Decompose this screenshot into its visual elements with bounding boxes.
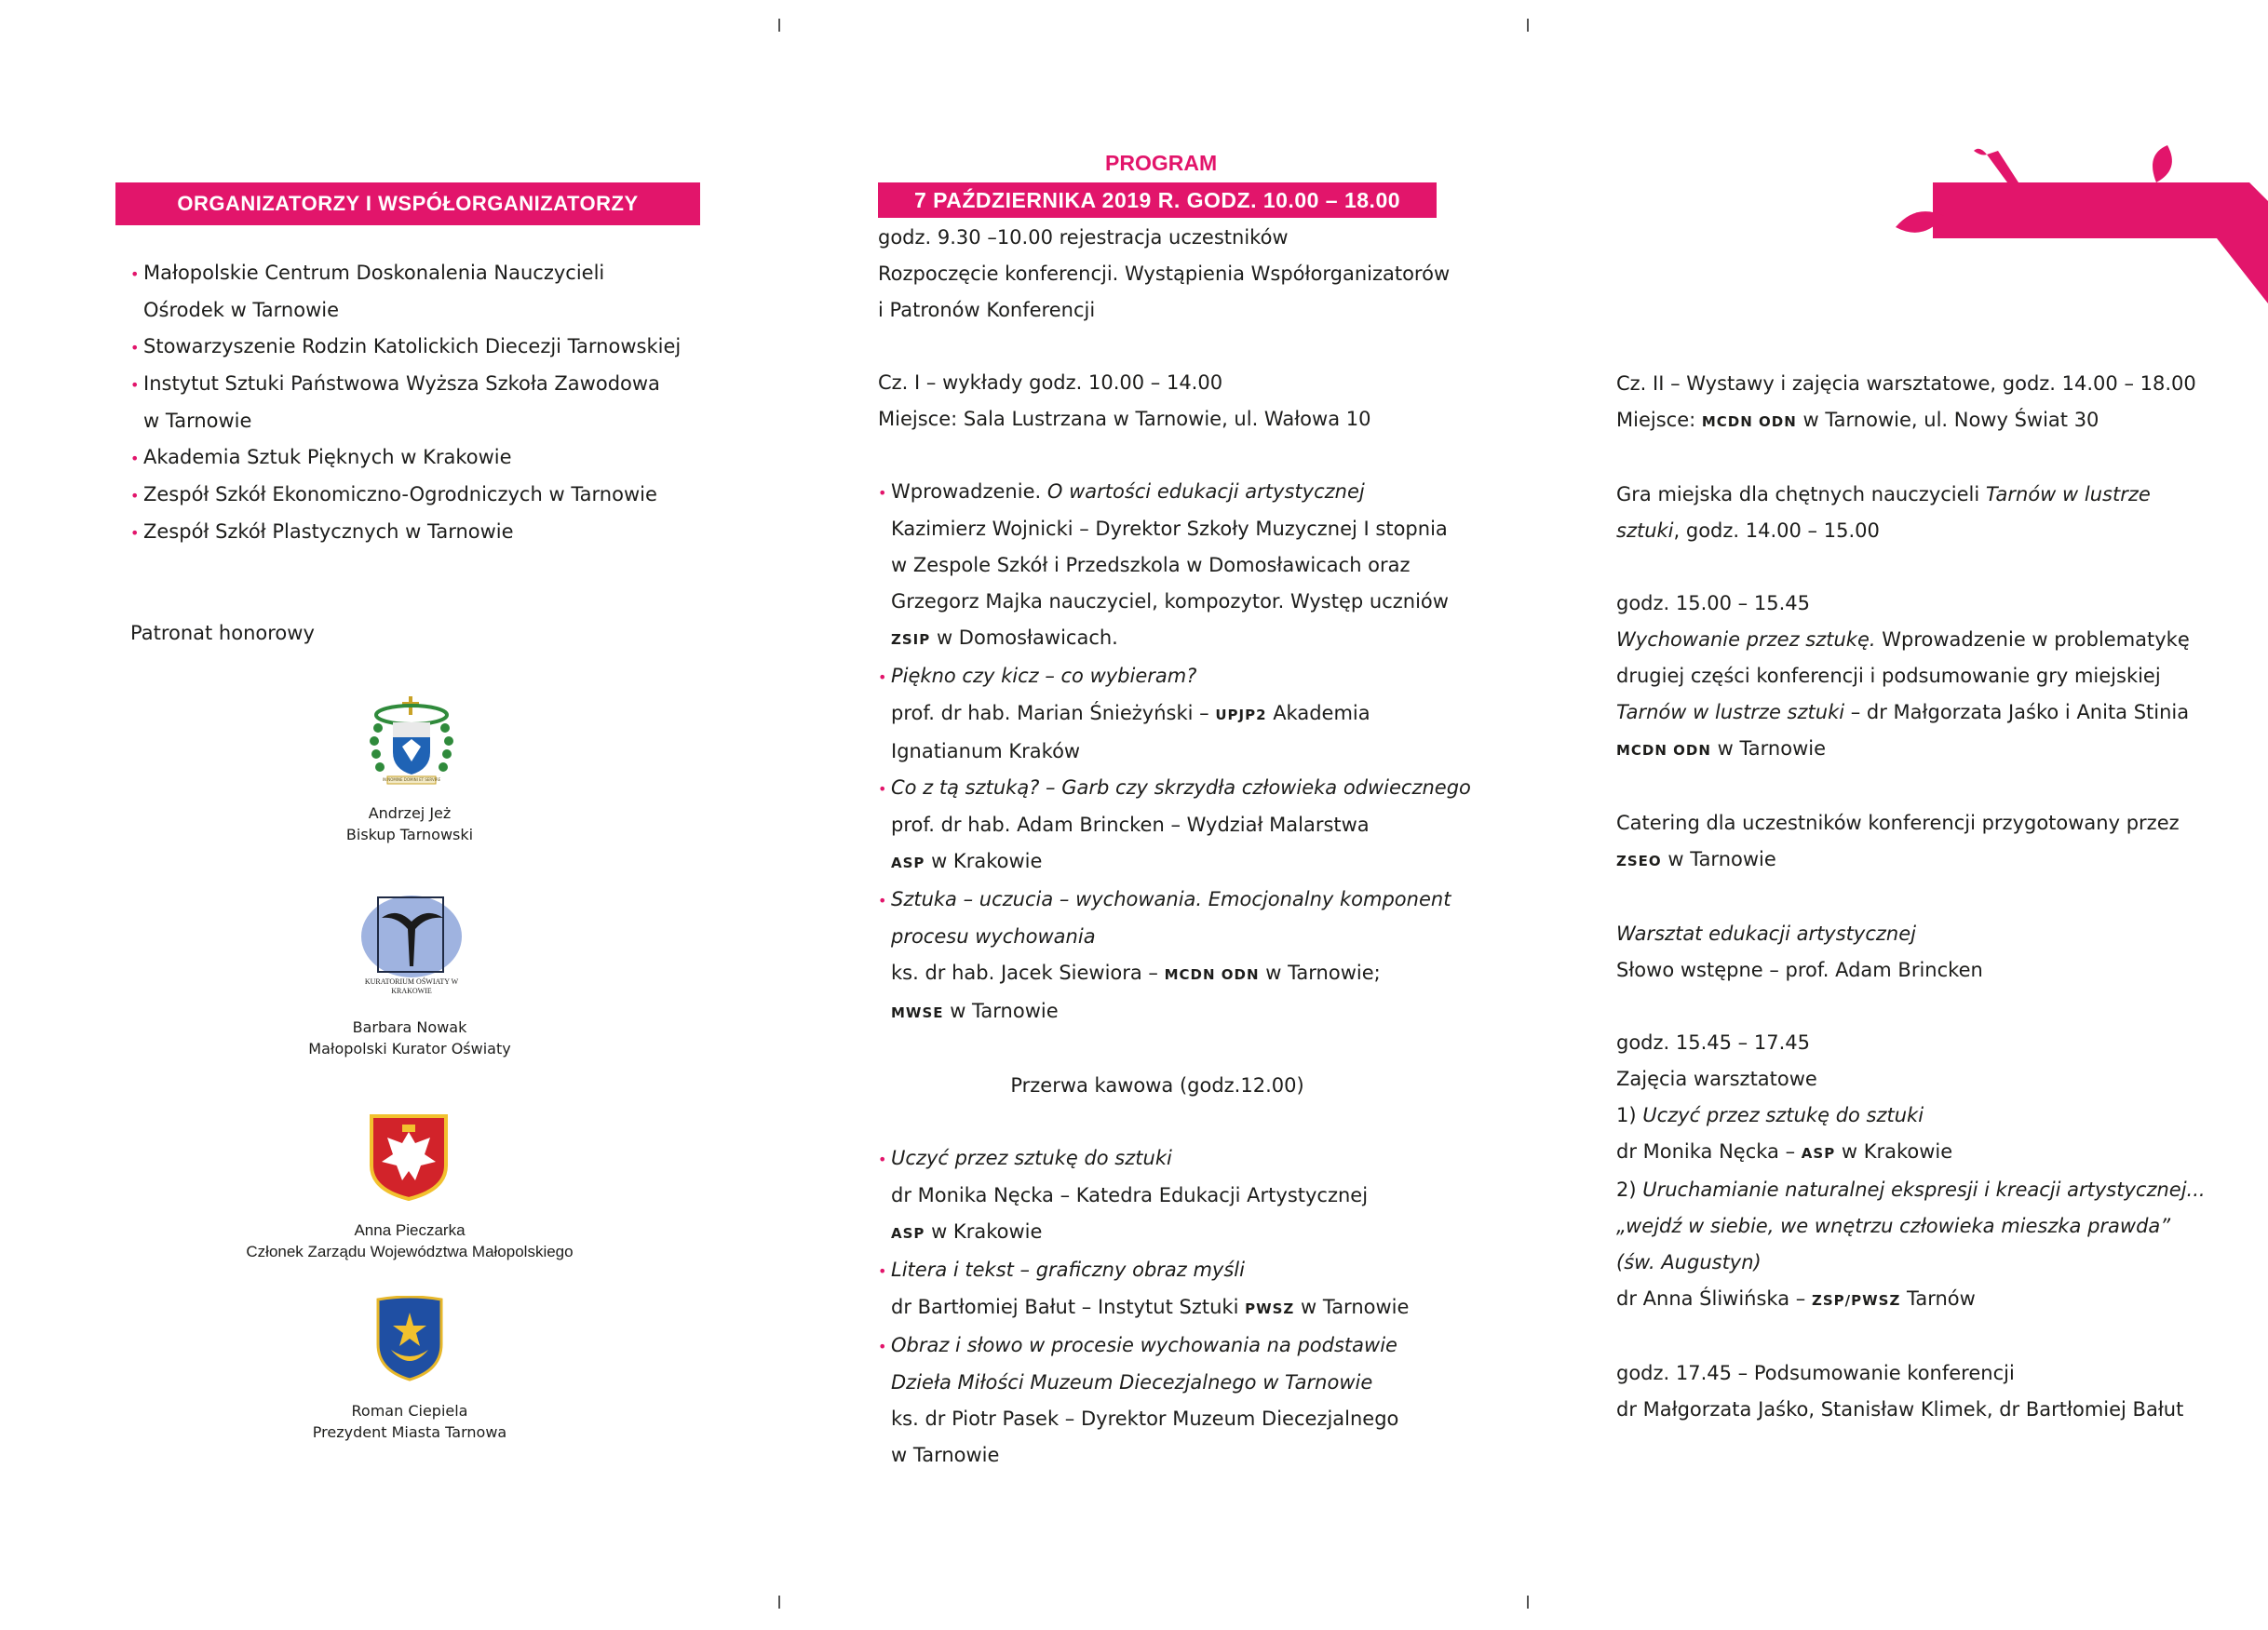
tarnow-coat-of-arms-icon	[374, 1296, 445, 1383]
list-item: • Zespół Szkół Plastycznych w Tarnowie	[130, 520, 514, 543]
patron-1	[270, 802, 549, 845]
opening-line: Rozpoczęcie konferencji. Wystąpienia Współorganizatorów	[878, 263, 1451, 285]
part2-place: Miejsce: MCDN ODN w Tarnowie, ul. Nowy Świat 30	[1616, 409, 2099, 431]
workshop-title: Warsztat edukacji artystycznej	[1616, 923, 1916, 945]
organizers-title: ORGANIZATORZY I WSPÓŁORGANIZATORZY KONFERENCJI	[115, 182, 700, 225]
talk-7: • Obraz i słowo w procesie wychowania na podstawie	[878, 1334, 1397, 1356]
patronage-title: Patronat honorowy	[130, 622, 315, 644]
patron-2	[270, 1017, 549, 1059]
crop-mark	[1527, 1596, 1529, 1609]
patron-name: Anna Pieczarka	[354, 1221, 466, 1239]
organizers-list	[130, 255, 726, 551]
list-item: • Instytut Sztuki Państwowa Wyższa Szkoła Zawodowa	[130, 372, 660, 395]
patron-name: Roman Ciepiela	[351, 1402, 468, 1420]
bishop-coat-of-arms-icon	[365, 694, 458, 788]
summary: godz. 17.45 – Podsumowanie konferencji	[1616, 1362, 2015, 1384]
malopolska-eagle-icon	[369, 1113, 449, 1201]
patron-3	[186, 1219, 633, 1262]
patron-role: Członek Zarządu Województwa Małopolskiego	[246, 1243, 574, 1260]
patron-role: Biskup Tarnowski	[345, 826, 474, 843]
city-game: Gra miejska dla chętnych nauczycieli Tarnów w lustrze	[1616, 483, 2151, 505]
branch-decoration-icon	[1896, 145, 2268, 305]
talk-6: • Litera i tekst – graficzny obraz myśli	[878, 1259, 1245, 1281]
catering: Catering dla uczestników konferencji przygotowany przez	[1616, 812, 2180, 834]
crop-mark	[778, 19, 780, 32]
list-item: • Zespół Szkół Ekonomiczno-Ogrodniczych w Tarnowie	[130, 483, 657, 505]
registration-line: godz. 9.30 –10.00 rejestracja uczestników	[878, 226, 1289, 249]
list-item: Ośrodek w Tarnowie	[143, 299, 339, 321]
part2-heading: Cz. II – Wystawy i zajęcia warsztatowe, godz. 14.00 – 18.00	[1616, 372, 2196, 395]
crop-mark	[1527, 19, 1529, 32]
kuratorium-logo-icon	[359, 894, 464, 979]
part1-place: Miejsce: Sala Lustrzana w Tarnowie, ul. Wałowa 10	[878, 408, 1371, 430]
part1-heading: Cz. I – wykłady godz. 10.00 – 14.00	[878, 371, 1223, 394]
program-body: godz. 9.30 –10.00 rejestracja uczestników Rozpoczęcie konferencji. Wystąpienia Współorganizatorów i Patronów Konferencji Cz. I – wykłady godz. 10.00 – 14.00 Miejsce: Sala Lustrzana w Tarnowie, ul. Wałowa 10 • Wprowadzenie. O wartości edukacji artystycznej Kazimierz Wojnicki – Dyrektor Szkoły Muzycznej I stopnia w Zespole Szkół i Przedszkola w Domosławicach oraz Grzegorz Majka nauczyciel, kompozytor. Występ uczniów ZSIP w Domosławicach. • Piękno czy kicz – co wybieram? prof. dr hab. Marian Śnieżyński – UPJP2 Akademia Ignatianum Kraków • Co z tą sztuką? – Garb czy skrzydła człowieka odwiecznego prof. dr hab. Adam Brincken – Wydział Malarstwa ASP w Krakowie • Sztuka – uczucia – wychowania. Emocjonalny komponent procesu wychowania ks. dr hab. Jacek Siewiora – MCDN ODN w Tarnowie; MWSE w Tarnowie Przerwa kawowa (godz.12.00) • Uczyć przez sztukę do sztuki dr Monika Nęcka – Katedra Edukacji Artystycznej ASP w Krakowie • Litera i tekst – graficzny obraz myśli dr Bartłomiej Bałut – Instytut Sztuki PWSZ w Tarnowie • Obraz i słowo w procesie wychowania na podstawie Dzieła Miłości Muzeum Diecezjalnego w Tarnowie ks. dr Piotr Pasek – Dyrektor Muzeum Diecezjalnego w Tarnowie	[878, 220, 1474, 1474]
list-item: w Tarnowie	[143, 410, 252, 432]
talk-2: • Piękno czy kicz – co wybieram?	[878, 665, 1197, 687]
time-slot: godz. 15.00 – 15.45	[1616, 592, 1810, 614]
list-item: • Akademia Sztuk Pięknych w Krakowie	[130, 446, 512, 468]
list-item: • Stowarzyszenie Rodzin Katolickich Diecezji Tarnowskiej	[130, 335, 682, 357]
talk-3: • Co z tą sztuką? – Garb czy skrzydła człowieka odwiecznego	[878, 776, 1471, 799]
kuratorium-logo-text: KURATORIUM OŚWIATY W KRAKOWIE	[364, 977, 459, 995]
coffee-break: Przerwa kawowa (godz.12.00)	[1010, 1074, 1304, 1097]
program-title: PROGRAM	[1105, 151, 1218, 175]
patron-name: Andrzej Jeż	[368, 804, 452, 822]
talk-5: • Uczyć przez sztukę do sztuki	[878, 1147, 1172, 1169]
time-slot: godz. 15.45 – 17.45	[1616, 1031, 1810, 1054]
bishop-motto: IN NOMINE DOMINI ET SERVIRE	[382, 777, 441, 782]
patron-role: Prezydent Miasta Tarnowa	[312, 1423, 507, 1441]
program-date-bar: 7 PAŹDZIERNIKA 2019 R. GODZ. 10.00 – 18.00	[878, 182, 1437, 218]
talk-1: • Wprowadzenie. O wartości edukacji artystycznej	[878, 480, 1365, 503]
part2-body: Cz. II – Wystawy i zajęcia warsztatowe, godz. 14.00 – 18.00 Miejsce: MCDN ODN w Tarnowie, ul. Nowy Świat 30 Gra miejska dla chętnych nauczycieli Tarnów w lustrze sztuki, godz. 14.00 – 15.00 godz. 15.00 – 15.45 Wychowanie przez sztukę. Wprowadzenie w problematykę drugiej części konferencji i podsumowanie gry miejskiej Tarnów w lustrze sztuki – dr Małgorzata Jaśko i Anita Stinia MCDN ODN w Tarnowie Catering dla uczestników konferencji przygotowany przez ZSEO w Tarnowie Warsztat edukacji artystycznej Słowo wstępne – prof. Adam Brincken godz. 15.45 – 17.45 Zajęcia warsztatowe 1) Uczyć przez sztukę do sztuki dr Monika Nęcka – ASP w Krakowie 2) Uruchamianie naturalnej ekspresji i kreacji artystycznej... „wejdź w siebie, we wnętrzu człowieka mieszka prawda” (św. Augustyn) dr Anna Śliwińska – ZSP/PWSZ Tarnów godz. 17.45 – Podsumowanie konferencji dr Małgorzata Jaśko, Stanisław Klimek, dr Bartłomiej Bałut	[1616, 366, 2249, 1428]
list-item: • Małopolskie Centrum Doskonalenia Nauczycieli	[130, 262, 605, 284]
opening-line: i Patronów Konferencji	[878, 299, 1096, 321]
talk-4: • Sztuka – uczucia – wychowania. Emocjonalny komponent	[878, 888, 1451, 910]
patron-name: Barbara Nowak	[352, 1018, 467, 1036]
patron-role: Małopolski Kurator Oświaty	[308, 1040, 511, 1057]
crop-mark	[778, 1596, 780, 1609]
patron-4	[270, 1400, 549, 1443]
